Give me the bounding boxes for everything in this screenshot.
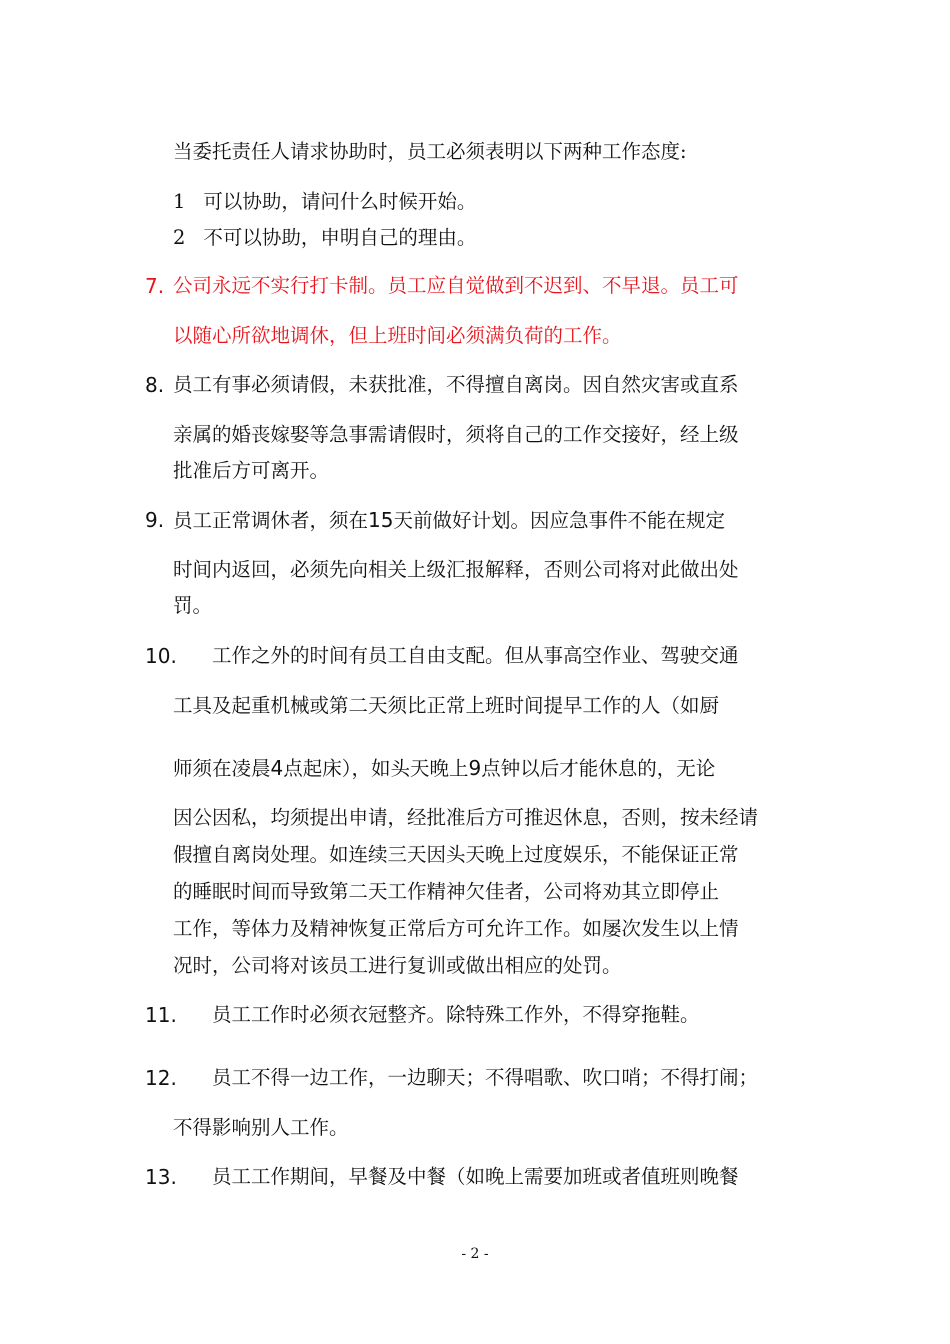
item-10-number: 10.	[145, 644, 177, 668]
item-11-number: 11.	[145, 1003, 177, 1027]
item-9-line-3: 罚。	[173, 594, 213, 617]
item-12-number: 12.	[145, 1066, 177, 1090]
intro-paragraph: 当委托责任人请求协助时，员工必须表明以下两种工作态度:	[173, 140, 687, 163]
item-10-line-6: 的睡眠时间而导致第二天工作精神欠佳者，公司将劝其立即停止	[173, 880, 720, 903]
item-10-line-3c: 点起床），如头天晚上	[283, 757, 469, 780]
item-10-line-3a: 师须在凌晨	[173, 757, 271, 780]
option-2-number: 2	[173, 226, 186, 249]
item-8-line-2: 亲属的婚丧嫁娶等急事需请假时，须将自己的工作交接好，经上级	[173, 423, 739, 446]
item-12-line-2: 不得影响别人工作。	[173, 1116, 349, 1139]
item-7-line-2: 以随心所欲地调休，但上班时间必须满负荷的工作。	[173, 324, 622, 347]
item-12-line-1: 员工不得一边工作，一边聊天；不得唱歌、吹口哨；不得打闹；	[212, 1066, 759, 1089]
option-2-text: 不可以协助，申明自己的理由。	[203, 226, 477, 249]
item-10-line-1: 工作之外的时间有员工自由支配。但从事高空作业、驾驶交通	[212, 644, 739, 667]
item-10-line-2: 工具及起重机械或第二天须比正常上班时间提早工作的人（如厨	[173, 694, 720, 717]
item-10-line-4: 因公因私，均须提出申请，经批准后方可推迟休息，否则，按未经请	[173, 806, 759, 829]
item-9-line-1c: 天前做好计划。因应急事件不能在规定	[393, 509, 725, 532]
option-1-text: 可以协助，请问什么时候开始。	[203, 190, 477, 213]
item-8-line-1: 员工有事必须请假，未获批准，不得擅自离岗。因自然灾害或直系	[173, 373, 739, 396]
item-10-line-5: 假擅自离岗处理。如连续三天因头天晚上过度娱乐，不能保证正常	[173, 843, 739, 866]
item-10-line-7: 工作，等体力及精神恢复正常后方可允许工作。如屡次发生以上情	[173, 917, 739, 940]
option-2	[173, 228, 476, 248]
item-8-line-3: 批准后方可离开。	[173, 459, 330, 482]
item-10-line-3	[173, 758, 715, 779]
page-number: - 2 -	[461, 1246, 489, 1262]
item-7-line-1: 公司永远不实行打卡制。员工应自觉做到不迟到、不早退。员工可	[173, 274, 739, 297]
item-10-line-3e: 点钟以后才能休息的，无论	[481, 757, 716, 780]
item-9-number: 9.	[145, 508, 165, 532]
item-9-line-1a: 员工正常调休者，须在	[173, 509, 369, 532]
item-9-line-1	[173, 510, 725, 531]
item-7-number: 7.	[145, 274, 165, 298]
item-10-line-3d: 9	[468, 756, 482, 780]
item-10-line-8: 况时，公司将对该员工进行复训或做出相应的处罚。	[173, 954, 622, 977]
item-13-number: 13.	[145, 1165, 177, 1189]
item-9-line-2: 时间内返回，必须先向相关上级汇报解释，否则公司将对此做出处	[173, 558, 739, 581]
item-13-line-1: 员工工作期间，早餐及中餐（如晚上需要加班或者值班则晚餐	[212, 1165, 739, 1188]
item-11-line-1: 员工工作时必须衣冠整齐。除特殊工作外，不得穿拖鞋。	[212, 1003, 700, 1026]
item-9-line-1b: 15	[368, 508, 394, 532]
option-1	[173, 192, 476, 212]
item-8-number: 8.	[145, 373, 165, 397]
item-10-line-3b: 4	[270, 756, 284, 780]
option-1-number: 1	[173, 190, 186, 213]
